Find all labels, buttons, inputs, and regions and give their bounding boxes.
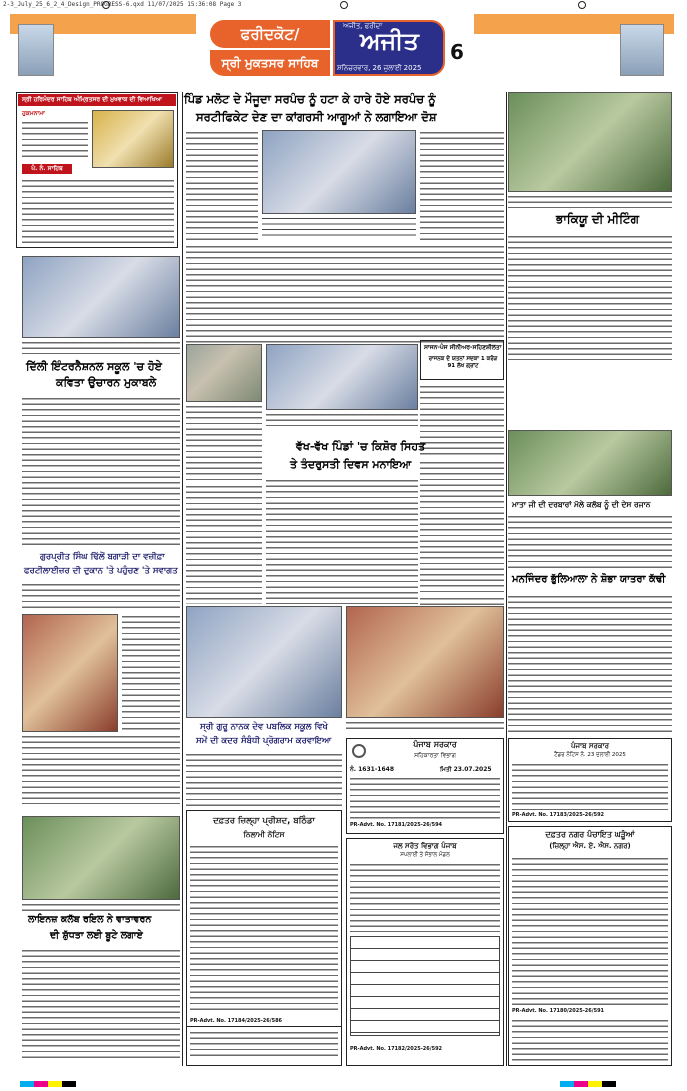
school-headline-line1: ਦਿੱਲੀ ਇੰਟਰਨੈਸ਼ਨਲ ਸਕੂਲ 'ਚ ਹੋਏ: [26, 360, 162, 373]
gurpreet-headline-line2: ਫਰਟੀਲਾਈਜ਼ਰ ਦੀ ਦੁਕਾਨ 'ਤੇ ਪਹੁੰਚਣ 'ਤੇ ਸਵਾਗਤ: [24, 566, 178, 576]
lead-headline-line2: ਸਰਟੀਫਿਕੇਟ ਦੇਣ ਦਾ ਕਾਂਗਰਸੀ ਆਗੂਆਂ ਨੇ ਲਗਾਇਆ ਦੋਸ਼: [196, 110, 437, 124]
tender-ad-subtitle: ਸਹਿਕਾਰਤਾ ਵਿਭਾਗ: [414, 752, 456, 759]
hukamnama-title: ਸ੍ਰੀ ਹਰਿਮੰਦਰ ਸਾਹਿਬ ਅੰਮ੍ਰਿਤਸਰ ਦੀ ਮੁਖਵਾਕ ਦੀ ਵਿਆਖਿਆ: [18, 94, 176, 106]
sapling-headline: ਮਾਤਾ ਜੀ ਦੀ ਦਰਬਾਰਾਂ ਮੱਲੇ ਕਲੱਬ ਨੂੰ ਦੀ ਦੇਸ ਰਜਾਨ: [512, 500, 651, 509]
jal-sarot-title: ਜਲ ਸਰੋਤ ਵਿਭਾਗ ਪੰਜਾਬ: [393, 842, 457, 850]
column-rule: [182, 92, 183, 1066]
ajit-subtitle: ਅਜੀਤ, ਫਰੀਦਾ: [343, 22, 383, 30]
health-headline-line1: ਵੱਖ-ਵੱਖ ਪਿੰਡਾਂ 'ਚ ਕਿਸ਼ੋਰ ਸਿਹਤ: [296, 440, 426, 453]
health-headline-line2: ਤੇ ਤੰਦਰੁਸਤੀ ਦਿਵਸ ਮਨਾਇਆ: [290, 458, 412, 471]
grant-news-sub: ਰਾਜਨਕ ਦੇ ਯਤਨਾਂ ਸਦਕਾ 1 ਕਰੋੜ 91 ਲੱਖ ਗ੍ਰਾਂਟ: [428, 356, 498, 369]
golden-temple-photo: [92, 110, 174, 168]
bkyu-meeting-headline: ਭਾਕਿਯੂ ਦੀ ਮੀਟਿੰਗ: [556, 212, 639, 226]
registration-mark-icon: [578, 1, 586, 9]
lead-body-col3: [420, 130, 504, 240]
farmers-photo-caption: [508, 194, 672, 208]
lions-club-photo: [22, 816, 180, 900]
school-photo-caption: [22, 340, 180, 354]
school-competition-photo: [22, 256, 180, 338]
city-name-muktsar: ਸ੍ਰੀ ਮੁਕਤਸਰ ਸਾਹਿਬ: [210, 50, 330, 76]
jakhar-body: [508, 594, 672, 734]
gurpreet-body-2: [22, 734, 180, 804]
center-right-body: [420, 460, 504, 604]
bkyu-meeting-body: [508, 234, 672, 360]
gurdwara-photo: [18, 24, 54, 76]
sapling-body: [508, 514, 672, 568]
lead-photo-meeting: [262, 130, 416, 214]
registration-mark-icon: [340, 1, 348, 9]
ajit-logo-text: ਅਜੀਤ: [360, 26, 419, 55]
school-body: [22, 396, 180, 546]
govt-emblem-icon: [352, 744, 366, 758]
grant-news-body: [420, 384, 504, 458]
health-body: [266, 478, 418, 604]
guru-nanak-school-photo: [186, 606, 342, 718]
jal-sarot-subtitle: ਸਪਲਾਈ ਤੇ ਸੰਭਾਲ ਮੰਡਲ: [400, 852, 450, 858]
gurpreet-intro: [22, 582, 180, 612]
jal-sarot-adv-no: PR-Advt. No. 17182/2025-26/592: [350, 1046, 443, 1052]
lions-photo-caption: [22, 902, 180, 912]
mohali-notice-body: [512, 856, 668, 1006]
guru-nanak-body: [186, 752, 342, 806]
gurpreet-headline-line1: ਗੁਰਪ੍ਰੀਤ ਸਿੰਘ ਢਿੱਲੋਂ ਬਗਾੜੀ ਦਾ ਵਜ਼ੀਫ਼ਾ: [40, 552, 165, 562]
lions-headline-line1: ਲਾਇਨਜ਼ ਕਲੱਬ ਰਇਲ ਨੇ ਵਾਤਾਵਰਨ: [28, 914, 152, 925]
procession-photo: [346, 606, 504, 718]
speaker-photo: [186, 344, 262, 402]
print-color-bar: [560, 1072, 616, 1080]
city-name-faridkot: ਫਰੀਦਕੋਟ/: [210, 20, 330, 48]
sapling-photo: [508, 430, 672, 496]
right-notice-subtitle: ਟੈਂਡਰ ਨੋਟਿਸ ਨੰ. 23 ਜੁਲਾਈ 2025: [554, 752, 626, 758]
page-number: 6: [450, 40, 464, 64]
mohali-notice-title: ਦਫ਼ਤਰ ਨਗਰ ਪੰਚਾਇਤ ਘੜੂੰਆਂ: [545, 830, 635, 839]
jakhar-intro: [420, 596, 504, 606]
farmers-union-photo: [508, 92, 672, 192]
tender-adv-no: PR-Advt. No. 17181/2025-26/594: [350, 822, 443, 828]
bathinda-notice-subtitle: ਨਿਲਾਮੀ ਨੋਟਿਸ: [243, 830, 285, 839]
lions-headline-line2: ਦੀ ਸ਼ੁੱਧਤਾ ਲਈ ਬੂਟੇ ਲਗਾਏ: [50, 930, 143, 941]
right-notice-adv-no: PR-Advt. No. 17183/2025-26/592: [512, 812, 605, 818]
bathinda-adv-no: PR-Advt. No. 17184/2025-26/586: [190, 1018, 283, 1024]
mohali-notice-subtitle: (ਜ਼ਿਲ੍ਹਾ ਐਸ. ਏ. ਐਸ. ਨਗਰ): [549, 842, 631, 850]
gurpreet-body: [122, 614, 180, 732]
jal-sarot-body: [350, 862, 500, 932]
health-day-photo: [266, 344, 418, 410]
jal-sarot-table: [350, 936, 500, 1036]
registration-mark-icon: [102, 1, 110, 9]
print-slug: 2-3_July_25_6_2_4_Design_PROGRESS-6.qxd 11/07/2025 15:36:08 Page 3: [3, 1, 242, 8]
procession-caption: [346, 720, 504, 732]
hukamnama-body: [22, 178, 174, 244]
tender-date: ਮਿਤੀ 23.07.2025: [440, 766, 492, 773]
center-left-body-2: [186, 484, 262, 604]
bathinda-notice-title: ਦਫ਼ਤਰ ਜ਼ਿਲ੍ਹਾ ਪ੍ਰੀਸ਼ਦ, ਬਠਿੰਡਾ: [213, 816, 315, 826]
temple-photo: [620, 24, 664, 76]
guru-nanak-headline-line1: ਸ੍ਰੀ ਗੁਰੂ ਨਾਨਕ ਦੇਵ ਪਬਲਿਕ ਸਕੂਲ ਵਿਖੇ: [200, 722, 328, 732]
jakhar-headline: ਮਨਜਿੰਦਰ ਭੁੱਲਿਆਲਾ ਨੇ ਸ਼ੋਭਾ ਯਾਤਰਾ ਕੱਢੀ: [512, 574, 666, 585]
bathinda-notice-footer: [190, 1030, 338, 1060]
column-rule: [506, 92, 507, 1066]
divider: [186, 1026, 342, 1027]
center-left-body: [186, 432, 262, 482]
grant-news-head: ਸਾਜਨ-ਪੰਜ ਸੀਨੀਅਰ-ਸਹਿਣਸ਼ੀਲਤਾ: [424, 344, 502, 351]
health-photo-caption: [266, 412, 418, 426]
gurpreet-photo: [22, 614, 118, 732]
school-headline-line2: ਕਵਿਤਾ ਉਚਾਰਨ ਮੁਕਾਬਲੇ: [56, 376, 157, 389]
guru-nanak-headline-line2: ਸਮੇਂ ਦੀ ਕਦਰ ਸੰਬੰਧੀ ਪ੍ਰੋਗਰਾਮ ਕਰਵਾਇਆ: [196, 736, 332, 746]
right-notice-title: ਪੰਜਾਬ ਸਰਕਾਰ: [570, 742, 609, 750]
tender-ad-body: [350, 776, 500, 820]
publisher-imprint: [512, 1018, 668, 1062]
issue-date: ਸ਼ਨਿਚਰਵਾਰ, 26 ਜੁਲਾਈ 2025: [337, 64, 422, 72]
hukamnama-cont-label: ਪੰ. ਨੰ. ਸਾਹਿਬ: [22, 164, 72, 174]
lead-body-col1: [186, 130, 258, 240]
hukamnama-subhead: ਹੁਕਮਨਾਮਾ: [22, 110, 45, 117]
lead-body-bottom: [186, 244, 504, 344]
bathinda-notice-body: [190, 844, 338, 1014]
right-notice-body: [512, 762, 668, 810]
lead-headline-line1: ਪਿੰਡ ਮਲੋਟ ਦੇ ਮੌਜੂਦਾ ਸਰਪੰਚ ਨੂੰ ਹਟਾ ਕੇ ਹਾਰੇ ਹੋਏ ਸਰਪੰਚ ਨੂੰ: [184, 92, 436, 106]
tender-number: ਨੰ. 1631-1648: [350, 766, 395, 773]
lead-photo-caption: [262, 216, 416, 238]
speaker-caption: [186, 404, 262, 430]
print-color-bar: [20, 1072, 76, 1080]
mohali-adv-no: PR-Advt. No. 17180/2025-26/591: [512, 1008, 605, 1014]
tender-ad-title: ਪੰਜਾਬ ਸਰਕਾਰ: [413, 740, 457, 749]
hukamnama-text: [22, 120, 88, 160]
lions-body: [22, 948, 180, 1062]
